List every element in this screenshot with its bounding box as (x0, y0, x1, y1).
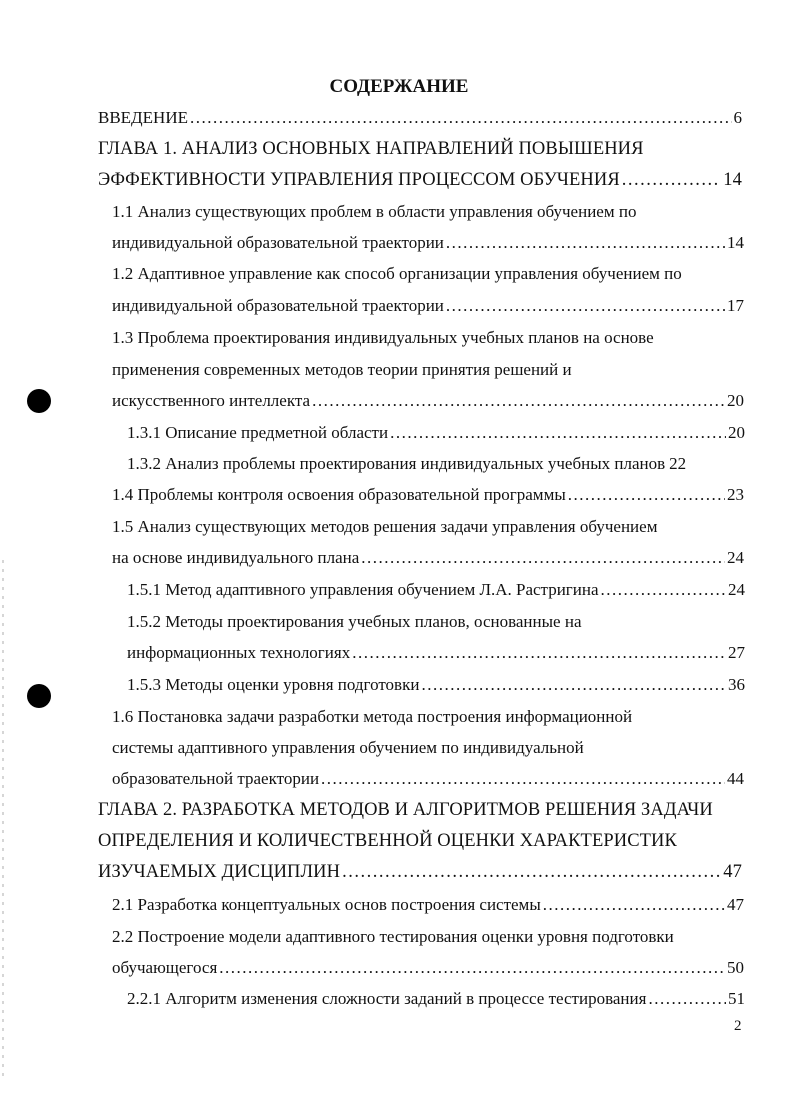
toc-chapter-1-line-1: ГЛАВА 1. АНАЛИЗ ОСНОВНЫХ НАПРАВЛЕНИЙ ПОВЫШЕНИЯ (98, 139, 644, 159)
toc-page-number: 17 (727, 296, 744, 315)
toc-page-number: 36 (728, 675, 745, 694)
punch-hole-top (27, 389, 51, 413)
toc-page-number: 47 (727, 895, 744, 914)
toc-entry-2-1 (112, 893, 744, 917)
toc-page-number: 14 (723, 170, 742, 190)
toc-entry-text: ЭФФЕКТИВНОСТИ УПРАВЛЕНИЯ ПРОЦЕССОМ ОБУЧЕНИЯ (98, 170, 620, 190)
page-number: 2 (734, 1018, 742, 1034)
toc-entry-text: искусственного интеллекта (112, 391, 311, 410)
toc-entry-text: обучающегося (112, 958, 218, 977)
dot-leader (361, 546, 725, 570)
dot-leader (446, 231, 725, 255)
toc-entry-text: 1.5.3 Методы оценки уровня подготовки (127, 675, 420, 694)
toc-page-number: 50 (727, 958, 744, 977)
toc-entry-2-2-1 (127, 987, 745, 1011)
dot-leader (421, 673, 726, 697)
toc-entry-1-3-line-2: применения современных методов теории принятия решений и (112, 360, 572, 379)
toc-page-number: 51 (728, 989, 745, 1008)
toc-entry-text: 1.3.2 Анализ проблемы проектирования индивидуальных учебных планов (127, 454, 666, 473)
toc-entry-text: на основе индивидуального плана (112, 548, 360, 567)
page-title: СОДЕРЖАНИЕ (329, 76, 469, 97)
dot-leader (446, 294, 725, 318)
toc-entry-1-5-2-line-1: 1.5.2 Методы проектирования учебных планов, основанные на (127, 612, 582, 631)
toc-entry-text: 2.2.1 Алгоритм изменения сложности заданий в процессе тестирования (127, 989, 647, 1008)
toc-page-number: 44 (727, 769, 744, 788)
toc-entry-text: 1.5.1 Метод адаптивного управления обучением Л.А. Растригина (127, 580, 599, 599)
toc-entry-text: информационных технологиях (127, 643, 351, 662)
dot-leader (601, 578, 726, 602)
toc-page-number: 20 (727, 391, 744, 410)
toc-entry-1-3-line-1: 1.3 Проблема проектирования индивидуальных учебных планов на основе (112, 328, 654, 347)
toc-chapter-2-line-1: ГЛАВА 2. РАЗРАБОТКА МЕТОДОВ И АЛГОРИТМОВ РЕШЕНИЯ ЗАДАЧИ (98, 800, 713, 820)
toc-entry-introduction (98, 106, 742, 130)
dot-leader (312, 389, 725, 413)
toc-entry-1-2-line-1: 1.2 Адаптивное управление как способ организации управления обучением по (112, 264, 682, 283)
dot-leader (342, 860, 721, 884)
dot-leader (190, 106, 732, 130)
toc-entry-1-5-line-1: 1.5 Анализ существующих методов решения задачи управления обучением (112, 517, 658, 536)
dot-leader (543, 893, 725, 917)
toc-entry-1-6-line-2: системы адаптивного управления обучением по индивидуальной (112, 738, 584, 757)
dot-leader (622, 168, 722, 192)
scan-edge-noise (2, 560, 4, 1080)
toc-entry-1-5-line-2 (112, 546, 744, 570)
toc-entry-1-1-line-1: 1.1 Анализ существующих проблем в области управления обучением по (112, 202, 637, 221)
dot-leader (390, 421, 726, 445)
toc-page-number: 27 (728, 643, 745, 662)
toc-chapter-2-line-3 (98, 860, 742, 884)
toc-entry-text: 1.3.1 Описание предметной области (127, 423, 389, 442)
toc-chapter-2-line-2: ОПРЕДЕЛЕНИЯ И КОЛИЧЕСТВЕННОЙ ОЦЕНКИ ХАРАКТЕРИСТИК (98, 831, 677, 851)
toc-page-number: 6 (733, 108, 742, 127)
dot-leader (648, 987, 726, 1011)
toc-entry-1-5-2-line-2 (127, 641, 745, 665)
toc-page-number: 23 (727, 485, 744, 504)
toc-page-number: 47 (723, 862, 742, 882)
toc-page-number: 22 (669, 454, 687, 473)
toc-entry-text: образовательной траектории (112, 769, 320, 788)
toc-page-number: 14 (727, 233, 744, 252)
dot-leader (352, 641, 726, 665)
toc-entry-text: индивидуальной образовательной траектории (112, 296, 444, 315)
dot-leader (568, 483, 725, 507)
toc-entry-1-3-line-3 (112, 389, 744, 413)
toc-page-number: 20 (728, 423, 745, 442)
toc-entry-text: 2.1 Разработка концептуальных основ построения системы (112, 895, 541, 914)
toc-entry-2-2-line-2 (112, 956, 744, 980)
toc-entry-text: ИЗУЧАЕМЫХ ДИСЦИПЛИН (98, 862, 341, 882)
toc-entry-1-2-line-2 (112, 294, 744, 318)
toc-entry-1-6-line-1: 1.6 Постановка задачи разработки метода построения информационной (112, 707, 633, 726)
toc-entry-1-3-1 (127, 421, 745, 445)
toc-page-number: 24 (728, 580, 745, 599)
toc-entry-1-4 (112, 483, 744, 507)
toc-entry-2-2-line-1: 2.2 Построение модели адаптивного тестирования оценки уровня подготовки (112, 927, 674, 946)
toc-entry-text: ВВЕДЕНИЕ (98, 108, 188, 127)
toc-chapter-1-line-2 (98, 168, 742, 192)
toc-entry-1-3-2 (127, 452, 745, 476)
toc-entry-text: 1.4 Проблемы контроля освоения образовательной программы (112, 485, 566, 504)
dot-leader (321, 767, 725, 791)
punch-hole-bottom (27, 684, 51, 708)
toc-entry-1-5-1 (127, 578, 745, 602)
toc-entry-1-5-3 (127, 673, 745, 697)
toc-page-number: 24 (727, 548, 744, 567)
toc-entry-text: индивидуальной образовательной траектории (112, 233, 444, 252)
toc-entry-1-6-line-3 (112, 767, 744, 791)
dot-leader (219, 956, 725, 980)
toc-entry-1-1-line-2 (112, 231, 744, 255)
